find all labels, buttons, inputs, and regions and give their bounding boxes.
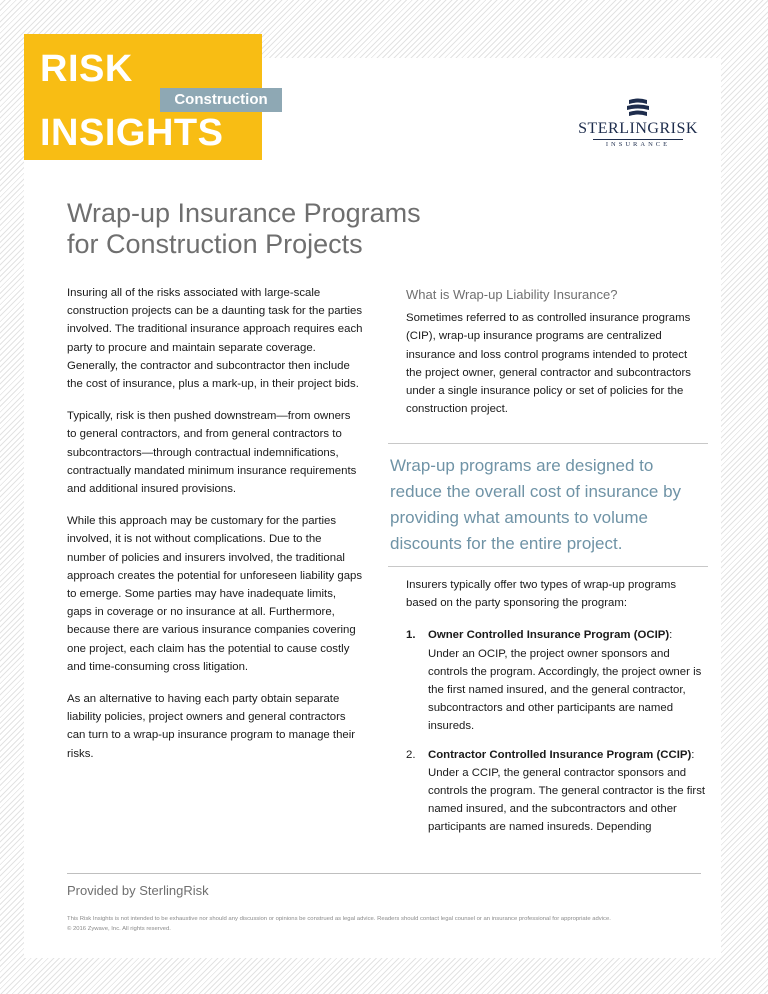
copyright-text: © 2016 Zywave, Inc. All rights reserved. bbox=[67, 926, 171, 932]
list-item bbox=[406, 746, 706, 837]
brand-sub: INSURANCE bbox=[593, 139, 683, 148]
right-column bbox=[406, 286, 706, 418]
paragraph: Sometimes referred to as controlled insurance programs (CIP), wrap-up insurance programs are centralized insurance and loss control programs intended to protect the project owner, general contractor and subcontractors under a single insurance policy or set of policies for the construction project. bbox=[406, 312, 691, 416]
logo-construction-tag: Construction bbox=[160, 88, 282, 112]
list-item-title: Owner Controlled Insurance Program (OCIP) bbox=[428, 629, 670, 642]
page-title bbox=[67, 198, 667, 260]
section-subheading: What is Wrap-up Liability Insurance? bbox=[406, 287, 618, 302]
paragraph: Insuring all of the risks associated with large-scale construction projects can be a daunting task for the parties involved. The traditional insurance approach requires each party to procure and maintain separate coverage. Generally, the contractor and subcontractor then include the cost of insurance, plus a mark-up, in their project bids. bbox=[67, 287, 363, 391]
brand-name: STERLINGRISK bbox=[578, 120, 698, 137]
paragraph: As an alternative to having each party obtain separate liability policies, project owners and general contractors can turn to a wrap-up insurance program to manage their risks. bbox=[67, 693, 356, 760]
sterlingrisk-logo-icon bbox=[623, 98, 653, 118]
list-item-text: : Under a CCIP, the general contractor sponsors and controls the program. The general contractor is the first named insured, and the subcontractors and other participants are named insureds. Depending bbox=[428, 748, 706, 834]
logo-insights-text: INSIGHTS bbox=[40, 112, 224, 154]
sterlingrisk-brand bbox=[578, 98, 698, 148]
left-column bbox=[67, 284, 363, 777]
list-item-title: Contractor Controlled Insurance Program (CCIP) bbox=[428, 748, 692, 761]
footer-disclaimer bbox=[67, 914, 707, 934]
wrapup-types-section bbox=[406, 576, 706, 847]
paragraph: While this approach may be customary for the parties involved, it is not without complications. Due to the number of policies and insurers involved, the traditional approach creates the potential for unforeseen liability gaps to emerge. Some parties may have inadequate limits, gaps in coverage or no insurance at all. Furthermore, because there are various insurance companies covering one project, each claim has the potential to cause costly and time-consuming cross litigation. bbox=[67, 515, 363, 673]
footer-provided-by: Provided by SterlingRisk bbox=[67, 883, 209, 898]
logo-risk-text: RISK bbox=[40, 48, 133, 90]
list-item-text: : Under an OCIP, the project owner sponsors and controls the program. Accordingly, the project owner is the first named insured, and the general contractor, subcontractors and other participants are named insureds. bbox=[428, 629, 702, 733]
title-line-1: Wrap-up Insurance Programs bbox=[67, 198, 421, 228]
paragraph: Insurers typically offer two types of wrap-up programs based on the party sponsoring the program: bbox=[406, 579, 677, 610]
list-number: 1. bbox=[406, 629, 416, 642]
list-item bbox=[406, 626, 706, 735]
list-number: 2. bbox=[406, 748, 416, 761]
disclaimer-text: This Risk Insights is not intended to be exhaustive nor should any discussion or opinions be construed as legal advice. Readers should contact legal counsel or an insurance professional for appropriate advice. bbox=[67, 916, 611, 922]
pull-quote: Wrap-up programs are designed to reduce the overall cost of insurance by providing what amounts to volume discounts for the entire project. bbox=[388, 443, 708, 567]
paragraph: Typically, risk is then pushed downstream—from owners to general contractors, and from general contractors to subcontractors—through contractual indemnifications, contractually mandated minimum insurance requirements and additional insured provisions. bbox=[67, 410, 357, 496]
footer-divider bbox=[67, 873, 701, 874]
title-line-2: for Construction Projects bbox=[67, 229, 363, 259]
